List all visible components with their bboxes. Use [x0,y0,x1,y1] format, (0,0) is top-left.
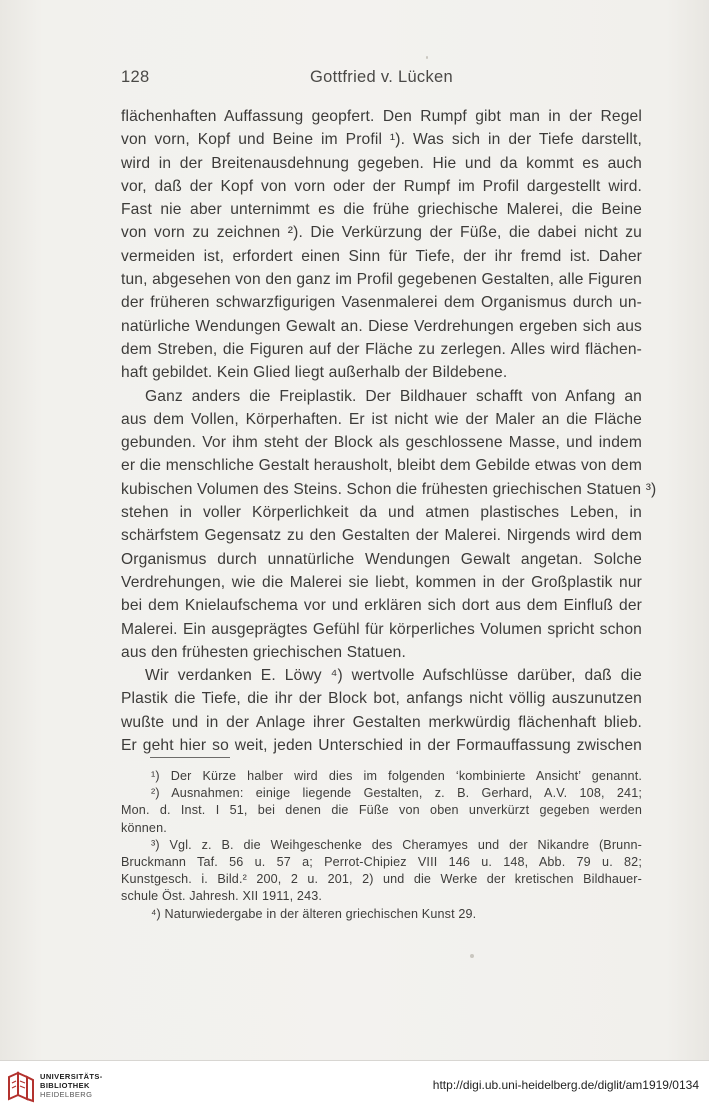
body-text [121,105,657,757]
body-line: vermeiden ist, erfordert einen Sinn für Tiefe, der ihr fremd ist. Daher [121,247,642,265]
body-line: natürliche Wendungen Gewalt an. Diese Verdrehungen ergeben sich aus [121,317,642,335]
footnote-1: ¹) Der Kürze halber wird dies im folgenden ‘kombinierte Ansicht’ genannt. [151,769,642,783]
footnote-line: schule Öst. Jahresh. XII 1911, 243. [121,889,323,904]
source-url-link[interactable]: http://digi.ub.uni-heidelberg.de/diglit/am1919/0134 [432,1078,699,1092]
library-name-line: HEIDELBERG [40,1090,93,1099]
body-line: flächenhaften Auffassung geopfert. Den Rumpf gibt man in der Regel [121,108,642,125]
body-line: von vorn, Kopf und Beine im Profil ¹). Was sich in der Tiefe darstellt, [121,131,642,149]
body-line: Plastik die Tiefe, die ihr der Block bot, anfangs nicht völlig auszunutzen [121,690,642,708]
body-line: von vorn zu zeichnen ²). Die Verkürzung der Füße, die dabei nicht zu [121,224,642,242]
body-line: Verdrehungen, wie die Malerei sie liebt, kommen in der Großplastik nur [121,573,642,591]
body-line: haft gebildet. Kein Glied liegt außerhalb der Bildebene. [121,364,508,382]
library-name-line: BIBLIOTHEK [40,1081,90,1090]
body-line: er die menschliche Gestalt herausholt, bleibt dem Gebilde etwas von dem [121,457,642,475]
body-line: aus dem Vollen, Körperhaften. Er ist nicht wie der Maler an die Fläche [121,410,642,428]
body-line: stehen in voller Körperlichkeit da und atmen plastisches Leben, in [121,504,642,522]
body-line: wußte und in der Anlage ihrer Gestalten merkwürdig flächenhaft blieb. [121,713,642,731]
footnote-line: Bruckmann Taf. 56 u. 57 a; Perrot-Chipiez VIII 146 u. 148, Abb. 79 u. 82; [121,854,642,869]
running-title: Gottfried v. Lücken [310,68,453,86]
footnotes [121,768,642,923]
body-line: dem Streben, die Figuren auf der Fläche zu zerlegen. Alles wird flächen- [121,340,642,358]
body-line: der früheren schwarzfigurigen Vasenmalerei dem Organismus durch un- [121,294,642,312]
body-line: aus den frühesten griechischen Statuen. [121,643,406,661]
paragraph-start-line: Wir verdanken E. Löwy ⁴) wertvolle Aufschlüsse darüber, daß die [145,667,642,685]
body-line: wird in der Breitenausdehnung gegeben. Hie und da kommt es auch [121,154,642,172]
library-name-line: UNIVERSITÄTS- [40,1072,103,1081]
page-number: 128 [121,68,150,86]
footnote-rule [150,757,230,758]
paragraph-start-line: Ganz anders die Freiplastik. Der Bildhauer schafft von Anfang an [145,387,642,405]
footnote-4: ⁴) Naturwiedergabe in der älteren griechischen Kunst 29. [151,906,477,921]
body-line: Er geht hier so weit, jeden Unterschied in der Formauffassung zwischen [121,737,642,755]
footer-bar [0,1060,709,1112]
paper-speck [470,954,474,958]
body-line: schärfstem Gegensatz zu den Gestalten der Malerei. Nirgends wird dem [121,527,642,545]
body-line: Malerei. Ein ausgeprägtes Gefühl für körperliches Volumen spricht schon [121,620,642,638]
footnote-2: ²) Ausnahmen: einige liegende Gestalten, z. B. Gerhard, A.V. 108, 241; [151,786,642,801]
footnote-3: ³) Vgl. z. B. die Weihgeschenke des Cheramyes und der Nikandre (Brunn- [151,837,642,852]
body-line: bei dem Knielaufschema vor und erklären sich dort aus dem Einfluß der [121,597,642,615]
body-line: kubischen Volumen des Steins. Schon die frühesten griechischen Statuen ³) [121,480,657,498]
body-line: gebunden. Vor ihm steht der Block als geschlossene Masse, und indem [121,434,642,452]
body-line: tun, abgesehen von den ganz im Profil gegebenen Gestalten, alle Figuren [121,271,642,289]
paper-speck [426,56,428,59]
body-line: Organismus durch unnatürliche Wendungen Gewalt angetan. Solche [121,550,642,568]
footnote-line: Mon. d. Inst. I 51, bei denen die Füße von oben unverkürzt gegeben werden [121,803,642,818]
library-name [40,1072,103,1099]
body-line: vor, daß der Kopf von vorn oder der Rumpf im Profil dargestellt wird. [121,177,642,195]
body-line: Fast nie aber unternimmt es die frühe griechische Malerei, die Beine [121,201,642,219]
library-book-icon [6,1069,36,1103]
running-head [121,68,642,92]
footnote-line: Kunstgesch. i. Bild.² 200, 2 u. 201, 2) und die Werke der kretischen Bildhauer- [121,872,642,887]
footnote-line: können. [121,820,167,835]
